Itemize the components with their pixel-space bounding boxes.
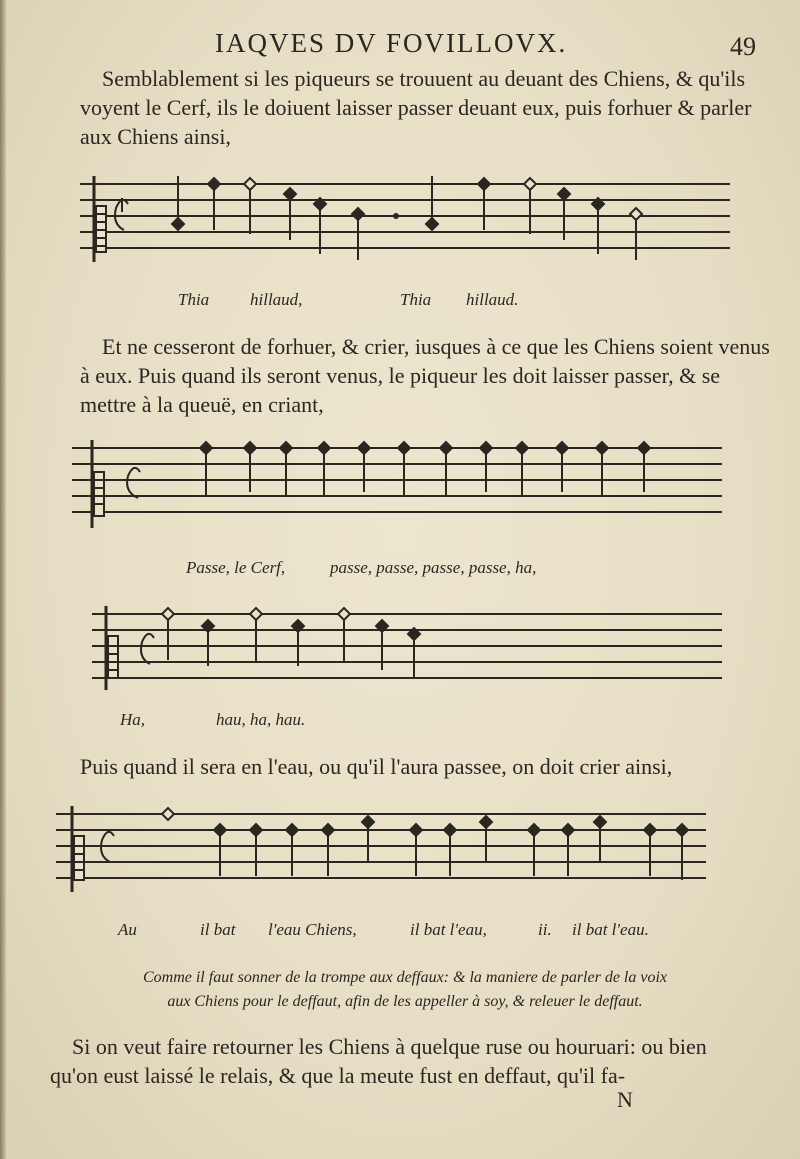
- rubric-line-2: aux Chiens pour le deffaut, afin de les appeller à soy, & releuer le deffaut.: [167, 993, 643, 1010]
- lyric-phrase: Passe, le Cerf,: [186, 558, 286, 577]
- page-number: 49: [730, 32, 756, 61]
- paragraph-2: Et ne cesseront de forhuer, & crier, iusques à ce que les Chiens soient venus à eux. Puis quand ils seront venus, le piqueur les doit laisser passer, & se mettre à la queuë, en criant,: [80, 334, 770, 417]
- music-staff-4: [56, 800, 716, 900]
- lyric-word: ii.: [538, 920, 552, 939]
- signature-mark: N: [617, 1087, 633, 1112]
- lyric-word: Au: [118, 920, 137, 939]
- rubric-heading: [60, 966, 750, 1014]
- music-staff-2: [72, 432, 732, 532]
- running-head: IAQVES DV FOVILLOVX.: [215, 28, 568, 58]
- lyric-word: Thia: [178, 290, 210, 309]
- lyric-phrase: hau, ha, hau.: [216, 710, 306, 729]
- music-staff-1: [80, 170, 740, 270]
- lyric-phrase: l'eau Chiens,: [268, 920, 357, 939]
- lyric-word: il bat: [200, 920, 236, 939]
- paragraph-1: Semblablement si les piqueurs se trouuent au deuant des Chiens, & qu'ils voyent le Cerf, ils le doiuent laisser passer deuant eux, puis forhuer & parler aux Chiens ainsi,: [80, 66, 752, 149]
- lyric-word: Ha,: [120, 710, 146, 729]
- lyric-phrase: il bat l'eau.: [572, 920, 649, 939]
- rubric-line-1: Comme il faut sonner de la trompe aux deffaux: & la maniere de parler de la voix: [142, 969, 668, 986]
- lyric-word: hillaud.: [466, 290, 519, 309]
- page-gutter: [0, 0, 6, 1159]
- lyric-word: Thia: [400, 290, 432, 309]
- paragraph-3: Puis quand il sera en l'eau, ou qu'il l'aura passee, on doit crier ainsi,: [80, 754, 673, 779]
- lyric-phrase: il bat l'eau,: [410, 920, 487, 939]
- paragraph-4: Si on veut faire retourner les Chiens à quelque ruse ou houruari: ou bien qu'on eust laissé le relais, & que la meute fust en deffaut, qu'il fa-: [50, 1034, 707, 1088]
- music-staff-3: [92, 600, 732, 696]
- lyric-word: hillaud,: [250, 290, 303, 309]
- lyric-phrase: passe, passe, passe, passe, ha,: [330, 558, 537, 577]
